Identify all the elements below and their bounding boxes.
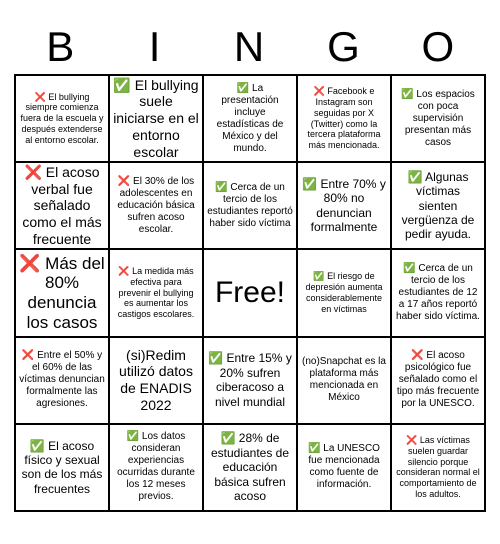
bingo-cell-20[interactable]: ❌ El acoso psicológico fue señalado como el tipo más frecuente por la UNESCO.	[391, 337, 485, 424]
bingo-cell-8[interactable]: ✅ Cerca de un tercio de los estudiantes reportó haber sido víctima	[203, 162, 297, 249]
bingo-cell-4[interactable]: ❌ Facebook e Instagram son seguidas por X (Twitter) como la tercera plataforma más mencionada.	[297, 75, 391, 162]
bingo-cell-24[interactable]: ✅ La UNESCO fue mencionada como fuente de información.	[297, 424, 391, 511]
bingo-cell-22[interactable]: ✅ Los datos consideran experiencias ocurridas durante los 12 meses previos.	[109, 424, 203, 511]
bingo-cell-1[interactable]: ❌ El bullying siempre comienza fuera de la escuela y después extenderse al entorno escolar.	[15, 75, 109, 162]
bingo-cell-2[interactable]: ✅ El bullying suele iniciarse en el entorno escolar	[109, 75, 203, 162]
header-letter-o: O	[421, 23, 457, 70]
bingo-cell-21[interactable]: ✅ El acoso físico y sexual son de los más frecuentes	[15, 424, 109, 511]
bingo-cell-23[interactable]: ✅ 28% de estudiantes de educación básica sufren acoso	[203, 424, 297, 511]
bingo-cell-17[interactable]: (si)Redim utilizó datos de ENADIS 2022	[109, 337, 203, 424]
header-letter-g: G	[327, 23, 362, 70]
header-letter-b: B	[46, 23, 77, 70]
bingo-grid	[14, 74, 486, 512]
bingo-cell-9[interactable]: ✅ Entre 70% y 80% no denuncian formalmente	[297, 162, 391, 249]
bingo-cell-15[interactable]: ✅ Cerca de un tercio de los estudiantes de 12 a 17 años reportó haber sido víctima.	[391, 249, 485, 336]
bingo-cell-25[interactable]: ❌ Las víctimas suelen guardar silencio porque consideran normal el comportamiento de los adultos.	[391, 424, 485, 511]
bingo-cell-11[interactable]: ❌ Más del 80% denuncia los casos	[15, 249, 109, 336]
bingo-cell-14[interactable]: ✅ El riesgo de depresión aumenta considerablemente en víctimas	[297, 249, 391, 336]
bingo-cell-10[interactable]: ✅ Algunas víctimas sienten vergüenza de pedir ayuda.	[391, 162, 485, 249]
bingo-cell-16[interactable]: ❌ Entre el 50% y el 60% de las víctimas denuncian formalmente las agresiones.	[15, 337, 109, 424]
bingo-cell-7[interactable]: ❌ El 30% de los adolescentes en educación básica sufren acoso escolar.	[109, 162, 203, 249]
bingo-header	[14, 22, 486, 72]
header-letter-i: I	[148, 23, 163, 70]
bingo-cell-12[interactable]: ❌ La medida más efectiva para prevenir el bullying es aumentar los castigos escolares.	[109, 249, 203, 336]
bingo-cell-19[interactable]: (no)Snapchat es la plataforma más mencionada en México	[297, 337, 391, 424]
free-space[interactable]: Free!	[203, 249, 297, 336]
header-letter-n: N	[233, 23, 267, 70]
bingo-cell-18[interactable]: ✅ Entre 15% y 20% sufren ciberacoso a nivel mundial	[203, 337, 297, 424]
bingo-cell-3[interactable]: ✅ La presentación incluye estadísticas de México y del mundo.	[203, 75, 297, 162]
bingo-cell-5[interactable]: ✅ Los espacios con poca supervisión presentan más casos	[391, 75, 485, 162]
bingo-cell-6[interactable]: ❌ El acoso verbal fue señalado como el más frecuente	[15, 162, 109, 249]
